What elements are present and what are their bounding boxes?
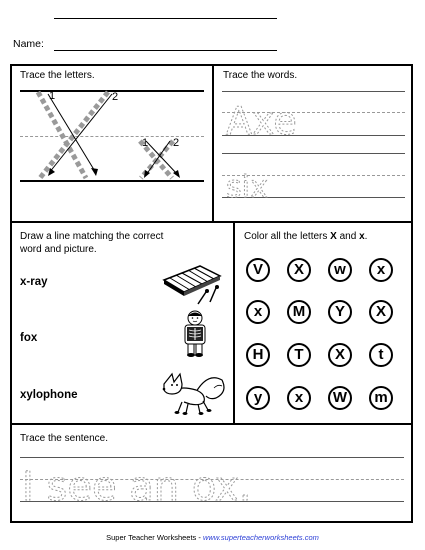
color-title-upper: X bbox=[330, 231, 337, 242]
letter-circle[interactable]: x bbox=[287, 386, 311, 410]
letter-circle[interactable]: t bbox=[369, 343, 393, 367]
trace-sentence: I see an ox. bbox=[22, 464, 252, 510]
color-title-and: and bbox=[339, 231, 357, 242]
trace-words-title: Trace the words. bbox=[223, 70, 298, 81]
trace-letters-title: Trace the letters. bbox=[20, 70, 95, 81]
letter-circle[interactable]: Y bbox=[328, 300, 352, 324]
color-title-suffix: . bbox=[364, 231, 368, 242]
stroke-number-2: 2 bbox=[112, 91, 119, 103]
color-title-lower: x bbox=[359, 231, 365, 242]
letter-circle[interactable]: w bbox=[328, 258, 352, 282]
letter-circle[interactable]: M bbox=[287, 300, 311, 324]
letter-circle[interactable]: T bbox=[287, 343, 311, 367]
letter-circle[interactable]: y bbox=[246, 386, 270, 410]
footer-brand: Super Teacher Worksheets bbox=[106, 533, 197, 542]
letter-circle[interactable]: W bbox=[328, 386, 352, 410]
trace-sentence-title: Trace the sentence. bbox=[20, 433, 109, 444]
stroke-number-small-2: 2 bbox=[173, 137, 180, 149]
letter-circle[interactable]: H bbox=[246, 343, 270, 367]
letter-circle[interactable]: x bbox=[246, 300, 270, 324]
stroke-number-1: 1 bbox=[49, 90, 56, 102]
letter-circle[interactable]: X bbox=[287, 258, 311, 282]
letter-circle[interactable]: V bbox=[246, 258, 270, 282]
trace-word-1: Axe bbox=[226, 99, 297, 143]
match-word-x-ray[interactable]: x-ray bbox=[20, 276, 48, 288]
stroke-number-small-1: 1 bbox=[142, 137, 149, 149]
match-word-xylophone[interactable]: xylophone bbox=[20, 389, 78, 401]
trace-word-2: six bbox=[226, 170, 268, 205]
color-title-prefix: Color all the letters bbox=[244, 231, 328, 242]
footer bbox=[0, 533, 425, 542]
matching-title-line1: Draw a line matching the correct bbox=[20, 231, 164, 242]
match-word-fox[interactable]: fox bbox=[20, 332, 38, 344]
footer-separator: - bbox=[196, 533, 203, 542]
letter-circle[interactable]: x bbox=[369, 258, 393, 282]
letter-circle[interactable]: X bbox=[369, 300, 393, 324]
letter-circle[interactable]: X bbox=[328, 343, 352, 367]
footer-url[interactable]: www.superteacherworksheets.com bbox=[202, 533, 319, 542]
name-label: Name: bbox=[13, 38, 44, 50]
letter-circle[interactable]: m bbox=[369, 386, 393, 410]
matching-title-line2: word and picture. bbox=[20, 244, 97, 255]
